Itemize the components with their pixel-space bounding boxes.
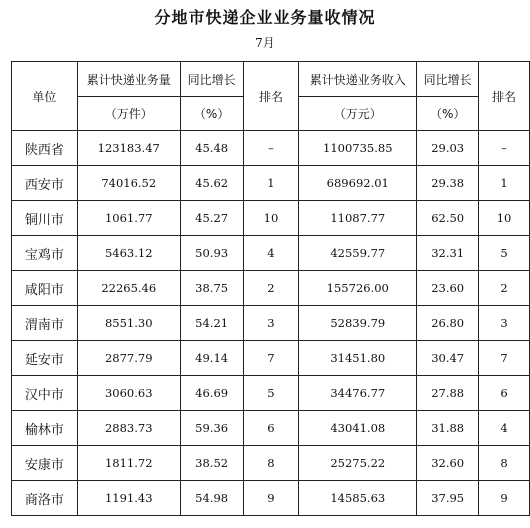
cell-unit: 安康市 [12,446,78,481]
cell-revenue-yoy: 26.80 [417,306,479,341]
cell-volume-rank: 5 [243,376,299,411]
cell-revenue-rank: 10 [479,201,530,236]
cell-volume-yoy: 38.75 [180,271,243,306]
cell-revenue-rank: 9 [479,481,530,516]
cell-unit: 陕西省 [12,131,78,166]
table-row [12,446,530,481]
cell-volume-rank: 4 [243,236,299,271]
cell-volume-yoy: 49.14 [180,341,243,376]
table-row [12,481,530,516]
cell-revenue-rank: 2 [479,271,530,306]
cell-volume-rank: 6 [243,411,299,446]
table-row [12,411,530,446]
cell-volume-rank: 2 [243,271,299,306]
stats-table [11,61,530,516]
cell-revenue-rank: 3 [479,306,530,341]
header-revenue-rank: 排名 [479,62,530,131]
cell-revenue-rank: 5 [479,236,530,271]
cell-volume: 8551.30 [77,306,180,341]
cell-revenue: 11087.77 [299,201,417,236]
cell-revenue-yoy: 62.50 [417,201,479,236]
cell-volume: 1811.72 [77,446,180,481]
cell-revenue-yoy: 37.95 [417,481,479,516]
cell-revenue: 43041.08 [299,411,417,446]
cell-revenue: 42559.77 [299,236,417,271]
table-row [12,201,530,236]
cell-revenue: 52839.79 [299,306,417,341]
cell-volume: 74016.52 [77,166,180,201]
table-row [12,166,530,201]
cell-volume-rank: 7 [243,341,299,376]
cell-revenue: 34476.77 [299,376,417,411]
cell-volume-rank: – [243,131,299,166]
cell-revenue-yoy: 32.60 [417,446,479,481]
table-row [12,236,530,271]
cell-volume: 3060.63 [77,376,180,411]
header-volume-yoy: 同比增长 [180,62,243,97]
header-revenue-yoy-unit: （%） [417,97,479,131]
cell-revenue-yoy: 31.88 [417,411,479,446]
header-revenue: 累计快递业务收入 [299,62,417,97]
table-row [12,376,530,411]
table-row [12,306,530,341]
cell-revenue: 25275.22 [299,446,417,481]
cell-revenue-rank: 6 [479,376,530,411]
cell-volume-rank: 9 [243,481,299,516]
cell-volume: 123183.47 [77,131,180,166]
cell-revenue: 31451.80 [299,341,417,376]
cell-revenue-yoy: 23.60 [417,271,479,306]
cell-revenue-rank: 7 [479,341,530,376]
cell-revenue-yoy: 29.38 [417,166,479,201]
cell-volume-yoy: 45.27 [180,201,243,236]
cell-volume: 2883.73 [77,411,180,446]
header-unit: 单位 [12,62,78,131]
cell-revenue: 14585.63 [299,481,417,516]
cell-volume-yoy: 59.36 [180,411,243,446]
cell-revenue-rank: 8 [479,446,530,481]
cell-volume-rank: 1 [243,166,299,201]
table-row [12,271,530,306]
cell-volume-yoy: 54.98 [180,481,243,516]
cell-unit: 榆林市 [12,411,78,446]
header-volume-yoy-unit: （%） [180,97,243,131]
cell-unit: 铜川市 [12,201,78,236]
cell-volume: 2877.79 [77,341,180,376]
cell-volume-yoy: 45.62 [180,166,243,201]
cell-volume: 1061.77 [77,201,180,236]
cell-revenue-rank: 1 [479,166,530,201]
cell-volume-rank: 10 [243,201,299,236]
cell-revenue: 689692.01 [299,166,417,201]
header-revenue-yoy: 同比增长 [417,62,479,97]
cell-volume-rank: 3 [243,306,299,341]
cell-volume-yoy: 46.69 [180,376,243,411]
cell-revenue-yoy: 29.03 [417,131,479,166]
cell-revenue-rank: 4 [479,411,530,446]
cell-revenue-rank: – [479,131,530,166]
table-row [12,341,530,376]
cell-revenue: 1100735.85 [299,131,417,166]
cell-volume-rank: 8 [243,446,299,481]
cell-revenue: 155726.00 [299,271,417,306]
header-volume: 累计快递业务量 [77,62,180,97]
header-volume-unit: （万件） [77,97,180,131]
cell-unit: 渭南市 [12,306,78,341]
cell-revenue-yoy: 30.47 [417,341,479,376]
cell-volume: 22265.46 [77,271,180,306]
cell-revenue-yoy: 27.88 [417,376,479,411]
cell-volume-yoy: 45.48 [180,131,243,166]
table-row [12,131,530,166]
header-volume-rank: 排名 [243,62,299,131]
cell-volume-yoy: 50.93 [180,236,243,271]
cell-revenue-yoy: 32.31 [417,236,479,271]
page-subtitle: 7月 [255,36,275,50]
cell-volume: 5463.12 [77,236,180,271]
cell-volume-yoy: 38.52 [180,446,243,481]
cell-unit: 咸阳市 [12,271,78,306]
cell-unit: 延安市 [12,341,78,376]
cell-unit: 西安市 [12,166,78,201]
cell-unit: 商洛市 [12,481,78,516]
cell-volume-yoy: 54.21 [180,306,243,341]
cell-unit: 宝鸡市 [12,236,78,271]
cell-volume: 1191.43 [77,481,180,516]
header-revenue-unit: （万元） [299,97,417,131]
cell-unit: 汉中市 [12,376,78,411]
page-title: 分地市快递企业业务量收情况 [154,8,376,27]
